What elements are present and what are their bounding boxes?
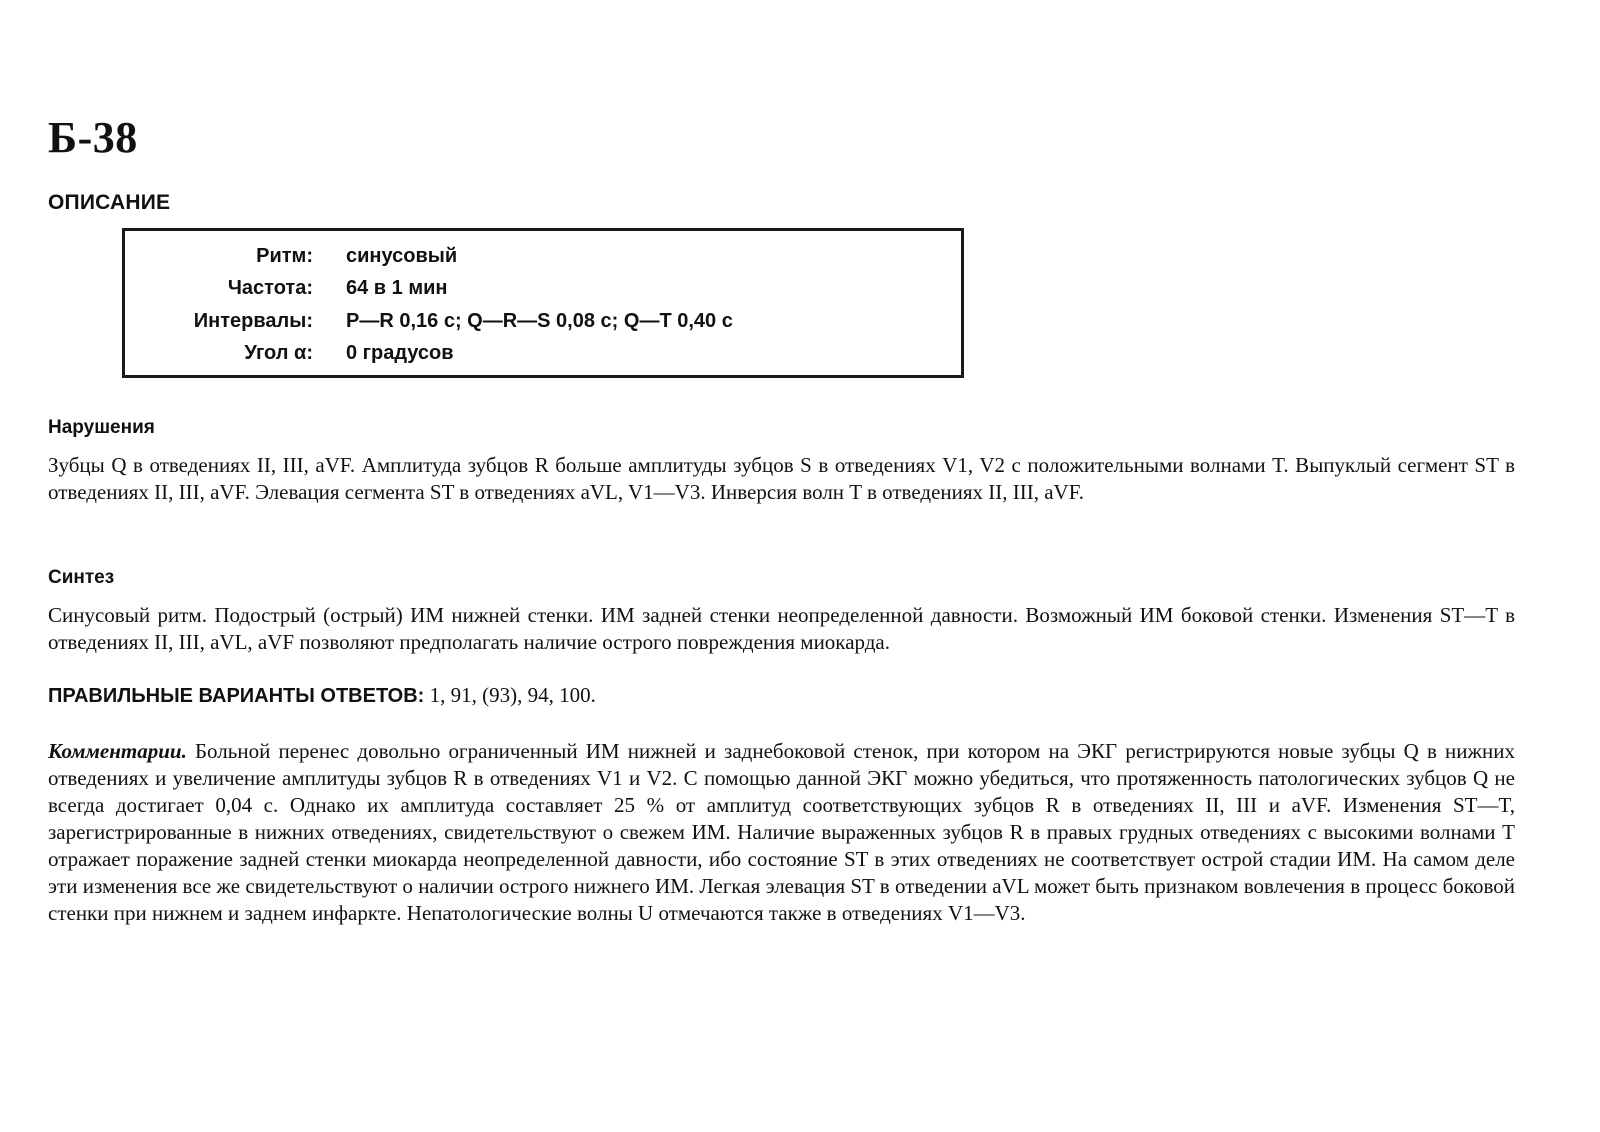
- violations-heading: Нарушения: [48, 417, 155, 438]
- correct-answers-label: ПРАВИЛЬНЫЕ ВАРИАНТЫ ОТВЕТОВ:: [48, 685, 425, 707]
- comments-text: Больной перенес довольно ограниченный ИМ нижней и заднебоковой стенок, при котором на ЭКГ регистрируются новые зубцы Q в нижних отведениях и увеличение амплитуды зубцов R в отведениях V1 и V2. С помощью данной ЭКГ можно убедиться, что протяженность патологических зубцов Q не всегда достигает 0,04 с. Однако их амплитуда составляет 25 % от амплитуд соответствующих зубцов R в отведениях II, III и aVF. Изменения ST—T, зарегистрированные в нижних отведениях, свидетельствуют о свежем ИМ. Наличие выраженных зубцов R в правых грудных отведениях с высокими волнами T отражает поражение задней стенки миокарда неопределенной давности, ибо состояние ST в этих отведениях не соответствует острой стадии ИМ. На самом деле эти изменения все же свидетельствуют о наличии острого нижнего ИМ. Легкая элевация ST в отведении aVL может быть признаком вовлечения в процесс боковой стенки при нижнем и заднем инфаркте. Непатологические волны U отмечаются также в отведениях V1—V3.: [48, 739, 1516, 925]
- description-value: 64 в 1 мин: [346, 277, 448, 299]
- description-label: Ритм:: [256, 245, 313, 267]
- description-heading: ОПИСАНИЕ: [48, 191, 171, 214]
- violations-text: Зубцы Q в отведениях II, III, aVF. Амплитуда зубцов R больше амплитуды зубцов S в отведениях V1, V2 с положительными волнами T. Выпуклый сегмент ST в отведениях II, III, aVF. Элевация сегмента ST в отведениях aVL, V1—V3. Инверсия волн T в отведениях II, III, aVF.: [48, 453, 1515, 504]
- synthesis-heading: Синтез: [48, 567, 115, 588]
- description-label: Частота:: [227, 277, 313, 299]
- synthesis-text: Синусовый ритм. Подострый (острый) ИМ нижней стенки. ИМ задней стенки неопределенной давности. Возможный ИМ боковой стенки. Изменения ST—T в отведениях II, III, aVL, aVF позволяют предполагать наличие острого повреждения миокарда.: [48, 603, 1515, 654]
- description-value: P—R 0,16 с; Q—R—S 0,08 с; Q—T 0,40 с: [346, 310, 733, 332]
- description-value: синусовый: [346, 245, 458, 267]
- description-label: Угол α:: [244, 342, 313, 364]
- correct-answers-value: 1, 91, (93), 94, 100.: [429, 683, 596, 707]
- description-box: [122, 228, 964, 378]
- comments-paragraph: [48, 738, 1515, 927]
- description-value: 0 градусов: [346, 342, 454, 364]
- correct-answers: [48, 682, 596, 710]
- page-title: Б-38: [48, 113, 138, 162]
- description-label: Интервалы:: [193, 310, 313, 332]
- comments-label: Комментарии.: [48, 739, 187, 763]
